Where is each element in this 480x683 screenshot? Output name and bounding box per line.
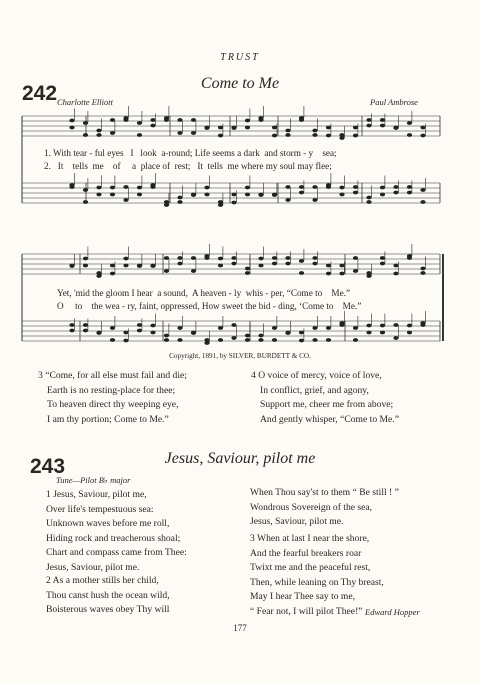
note-head	[326, 272, 331, 276]
note-head	[339, 193, 344, 197]
note-head	[272, 193, 277, 197]
note-head	[312, 185, 317, 189]
note-head	[339, 323, 344, 327]
section-heading: TRUST	[220, 52, 260, 63]
note-head	[393, 185, 398, 189]
note-head	[299, 271, 304, 275]
verse-line: 2 As a mother stills her child,	[46, 575, 159, 586]
note-head	[204, 338, 209, 342]
note-head	[83, 188, 88, 192]
verse-line: May I hear Thee say to me,	[250, 591, 356, 602]
note-head	[164, 334, 169, 338]
lyric-line2-verse1: Yet, 'mid the gloom I hear a sound, A heaven - ly whis - per, “Come to Me.”	[57, 288, 351, 298]
hymn243-verse1	[46, 488, 187, 575]
note-head	[150, 264, 155, 268]
note-head	[245, 119, 250, 123]
verse-line: Twixt me and the peaceful rest,	[250, 562, 371, 573]
note-head	[272, 338, 277, 342]
note-head	[218, 264, 223, 268]
note-head	[353, 326, 358, 330]
note-head	[326, 326, 331, 330]
lyric-line2-verse2: O to the wea - ry, faint, oppressed, How sweet the bid - ding, ‘Come to Me.”	[57, 301, 362, 311]
note-head	[191, 118, 196, 122]
note-head	[204, 186, 209, 190]
note-head	[366, 196, 371, 200]
note-head	[393, 336, 398, 340]
hymn-title-243: Jesus, Saviour, pilot me	[164, 450, 316, 467]
note-head	[110, 193, 115, 197]
hymn-author-243: Edward Hopper	[365, 607, 420, 617]
hymn243-verse2	[46, 574, 170, 618]
note-head	[245, 267, 250, 271]
note-head	[123, 185, 128, 189]
note-head	[380, 124, 385, 128]
note-head	[231, 262, 236, 266]
lyric-line1-verse2: 2. It tells me of a place of rest; It tells me where my soul may flee;	[44, 161, 332, 171]
note-head	[380, 118, 385, 122]
note-head	[96, 129, 101, 133]
note-head	[218, 338, 223, 342]
note-head	[191, 331, 196, 335]
note-head	[164, 200, 169, 204]
verse-line: In conflict, grief, and agony,	[260, 384, 369, 396]
hymn-author-242: Charlotte Elliott	[57, 97, 113, 107]
note-head	[299, 191, 304, 195]
note-head	[326, 185, 331, 189]
note-head	[231, 256, 236, 260]
note-head	[339, 264, 344, 268]
note-head	[69, 119, 74, 123]
note-head	[299, 118, 304, 122]
note-head	[380, 193, 385, 197]
note-head	[393, 264, 398, 268]
note-head	[380, 262, 385, 266]
note-head	[285, 262, 290, 266]
note-head	[150, 324, 155, 328]
tune-info: Tune—Pilot B♭ major	[56, 475, 131, 485]
note-head	[177, 338, 182, 342]
note-head	[231, 193, 236, 197]
note-head	[420, 267, 425, 271]
note-head	[96, 331, 101, 335]
verse-line: 3 When at last I near the shore,	[250, 533, 370, 544]
note-head	[177, 131, 182, 135]
note-head	[96, 193, 101, 197]
hymn-number-243: 243	[30, 455, 66, 478]
note-head	[204, 193, 209, 197]
note-head	[407, 256, 412, 260]
note-head	[353, 256, 358, 260]
note-head	[191, 256, 196, 260]
note-head	[272, 262, 277, 266]
note-head	[110, 131, 115, 135]
note-head	[312, 133, 317, 137]
note-head	[366, 271, 371, 275]
verse-line: Unknown waves before me roll,	[46, 518, 170, 529]
verse-line: When Thou say'st to them “ Be still ! ”	[250, 487, 399, 498]
note-head	[110, 272, 115, 276]
note-head	[312, 198, 317, 202]
note-head	[123, 198, 128, 202]
note-head	[83, 257, 88, 261]
note-head	[353, 338, 358, 342]
note-head	[285, 331, 290, 335]
note-head	[285, 256, 290, 260]
note-head	[285, 198, 290, 202]
note-head	[353, 134, 358, 138]
note-head	[164, 118, 169, 122]
note-head	[204, 126, 209, 130]
note-head	[339, 272, 344, 276]
note-head	[420, 188, 425, 192]
note-head	[191, 131, 196, 135]
note-head	[285, 185, 290, 189]
note-head	[285, 129, 290, 133]
note-head	[299, 339, 304, 343]
note-head	[177, 262, 182, 266]
note-head	[272, 326, 277, 330]
verse-line: And the fearful breakers roar	[250, 547, 362, 559]
verse-line: Then, while leaning on Thy breast,	[250, 576, 384, 588]
note-head	[110, 118, 115, 122]
note-head	[231, 336, 236, 340]
note-head	[393, 272, 398, 276]
note-head	[83, 329, 88, 333]
verse-line: “ Fear not, I will pilot Thee!”	[250, 605, 363, 617]
note-head	[137, 193, 142, 197]
note-head	[191, 269, 196, 273]
note-head	[204, 256, 209, 260]
note-head	[69, 329, 74, 333]
note-head	[123, 264, 128, 268]
note-head	[245, 126, 250, 130]
verse-line: Boisterous waves obey Thy will	[46, 604, 170, 615]
note-head	[366, 200, 371, 204]
note-head	[420, 271, 425, 275]
note-head	[218, 257, 223, 261]
note-head	[353, 191, 358, 195]
note-head	[123, 118, 128, 122]
verse-line: 4 O voice of mercy, voice of love,	[251, 370, 382, 381]
note-head	[110, 264, 115, 268]
note-head	[137, 323, 142, 327]
verse-line: Over life's tempestuous sea:	[46, 503, 154, 515]
note-head	[407, 191, 412, 195]
note-head	[110, 326, 115, 330]
note-head	[258, 264, 263, 268]
note-head	[69, 185, 74, 189]
hymn-composer-242: Paul Ambrose	[370, 97, 418, 107]
note-head	[83, 133, 88, 137]
verse-line: To heaven direct thy weeping eye,	[47, 399, 179, 410]
note-head	[150, 185, 155, 189]
note-head	[137, 264, 142, 268]
note-head	[393, 323, 398, 327]
note-head	[137, 186, 142, 190]
note-head	[272, 134, 277, 138]
note-head	[177, 196, 182, 200]
verse-line: 1 Jesus, Saviour, pilot me,	[46, 489, 147, 500]
note-head	[272, 256, 277, 260]
note-head	[123, 257, 128, 261]
note-head	[231, 201, 236, 205]
note-head	[393, 191, 398, 195]
note-head	[420, 134, 425, 138]
note-head	[245, 338, 250, 342]
note-head	[218, 134, 223, 138]
note-head	[339, 133, 344, 137]
note-head	[137, 133, 142, 137]
note-head	[258, 193, 263, 197]
verse-line: Support me, cheer me from above;	[260, 399, 394, 410]
note-head	[366, 331, 371, 335]
note-head	[164, 269, 169, 273]
note-head	[407, 185, 412, 189]
note-head	[366, 118, 371, 122]
note-head	[258, 334, 263, 338]
note-head	[110, 186, 115, 190]
note-head	[299, 259, 304, 263]
note-head	[150, 124, 155, 128]
note-head	[366, 324, 371, 328]
hymn242-verse4	[251, 369, 399, 427]
note-head	[83, 200, 88, 204]
note-head	[137, 121, 142, 125]
note-head	[312, 262, 317, 266]
lyric-line1-verse1: 1. With tear - ful eyes I look a-round; Life seems a dark and storm - y sea;	[44, 148, 337, 158]
note-head	[420, 200, 425, 204]
note-head	[272, 126, 277, 130]
note-head	[339, 186, 344, 190]
note-head	[164, 338, 169, 342]
note-head	[191, 193, 196, 197]
hymn-title-242: Come to Me	[200, 75, 280, 92]
note-head	[353, 185, 358, 189]
note-head	[69, 126, 74, 130]
note-head	[245, 334, 250, 338]
note-head	[393, 126, 398, 130]
note-head	[245, 186, 250, 190]
note-head	[420, 323, 425, 327]
verse-line: Wondrous Sovereign of the sea,	[250, 501, 373, 513]
note-head	[83, 323, 88, 327]
note-head	[312, 338, 317, 342]
hymn243-verse2-cont	[250, 486, 399, 530]
note-head	[137, 329, 142, 333]
note-head	[258, 338, 263, 342]
note-head	[353, 126, 358, 130]
note-head	[353, 269, 358, 273]
note-head	[110, 338, 115, 342]
verse-line: Earth is no resting-place for thee;	[47, 384, 176, 396]
page-number: 177	[233, 623, 247, 633]
note-head	[231, 126, 236, 130]
note-head	[380, 324, 385, 328]
note-head	[69, 323, 74, 327]
note-head	[285, 133, 290, 137]
note-head	[380, 186, 385, 190]
note-head	[299, 331, 304, 335]
hymn-number-242: 242	[22, 82, 58, 105]
note-head	[312, 129, 317, 133]
note-head	[312, 326, 317, 330]
note-head	[312, 256, 317, 260]
copyright-notice: Copyright, 1891, by SILVER, BURDETT & CO.	[169, 352, 311, 360]
note-head	[258, 118, 263, 122]
verse-line: 3 “Come, for all else must fail and die;	[38, 370, 187, 381]
note-head	[83, 264, 88, 268]
note-head	[177, 118, 182, 122]
note-head	[326, 338, 331, 342]
note-head	[96, 186, 101, 190]
verse-line: Jesus, Saviour, pilot me.	[250, 516, 344, 527]
note-head	[407, 324, 412, 328]
note-head	[366, 124, 371, 128]
note-head	[177, 256, 182, 260]
note-head	[380, 256, 385, 260]
note-head	[83, 121, 88, 125]
note-head	[326, 126, 331, 130]
verse-line: Thou canst hush the ocean wild,	[46, 589, 170, 601]
note-head	[69, 264, 74, 268]
note-head	[177, 200, 182, 204]
note-head	[380, 331, 385, 335]
note-head	[326, 264, 331, 268]
note-head	[123, 339, 128, 343]
note-head	[245, 271, 250, 275]
verse-line: I am thy portion; Come to Me.”	[47, 413, 169, 425]
note-head	[407, 331, 412, 335]
note-head	[164, 256, 169, 260]
note-head	[123, 331, 128, 335]
note-head	[245, 193, 250, 197]
note-head	[407, 133, 412, 137]
note-head	[218, 326, 223, 330]
note-head	[407, 121, 412, 125]
note-head	[96, 133, 101, 137]
verse-line: Chart and compass came from Thee:	[46, 547, 187, 558]
note-head	[258, 257, 263, 261]
note-head	[218, 200, 223, 204]
note-head	[420, 126, 425, 130]
note-head	[177, 326, 182, 330]
hymn242-verse3	[38, 369, 187, 427]
note-head	[326, 134, 331, 138]
note-head	[150, 118, 155, 122]
note-head	[231, 323, 236, 327]
hymn243-verse3	[250, 532, 384, 619]
note-head	[96, 271, 101, 275]
note-head	[218, 126, 223, 130]
verse-line: Hiding rock and treacherous shoal;	[46, 532, 181, 544]
note-head	[150, 331, 155, 335]
note-head	[299, 185, 304, 189]
verse-line: Jesus, Saviour, pilot me.	[46, 561, 140, 573]
verse-line: And gently whisper, “Come to Me.”	[260, 413, 399, 425]
